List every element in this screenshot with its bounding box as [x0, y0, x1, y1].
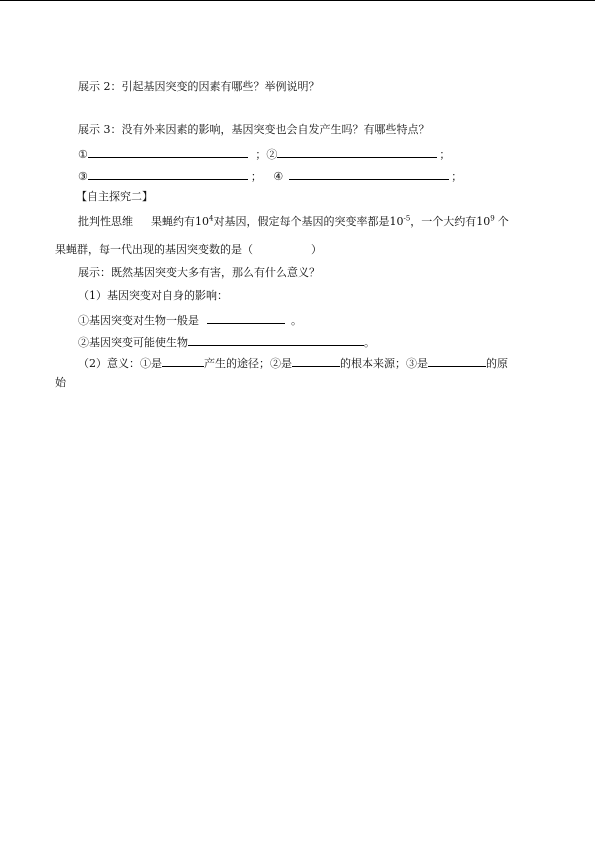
separator: ；	[255, 148, 267, 161]
answer-blank-effect-2[interactable]	[188, 334, 364, 346]
meaning-line: （2）意义：①是 产生的途径；②是 的根本来源；③是 的原	[78, 357, 508, 370]
separator: ；	[451, 170, 463, 183]
critical-line2-start: 果蝇群，每一代出现的基因突变数的是（	[55, 243, 253, 256]
marker-4: ④	[273, 170, 284, 183]
critical-label: 批判性思维	[78, 215, 133, 228]
question-show-2: 展示 2：引起基因突变的因素有哪些？举例说明？	[78, 80, 320, 93]
question-meaning: 展示：既然基因突变大多有害，那么有什么意义？	[78, 266, 320, 279]
effect-item-1: ①基因突变对生物一般是 。	[78, 314, 302, 327]
answer-blank-3[interactable]	[88, 168, 248, 180]
page-top-border	[0, 0, 595, 1]
marker-3: ③	[78, 170, 88, 183]
power-10-9: $10^9$	[476, 214, 495, 228]
answer-blank-meaning-2[interactable]	[292, 355, 340, 367]
critical-text-1: 果蝇约有	[151, 215, 195, 228]
features-row-2	[78, 168, 462, 184]
answer-blank-2[interactable]	[277, 146, 437, 158]
answer-blank-1[interactable]	[88, 146, 248, 158]
effect-item-2: ②基因突变可能使生物 。	[78, 336, 375, 349]
critical-line2-end: ）	[311, 243, 322, 256]
answer-blank-meaning-1[interactable]	[162, 355, 204, 367]
marker-2: ②	[266, 148, 278, 161]
power-10-4: $10^4$	[195, 214, 214, 228]
critical-text-3: ，一个大约有	[410, 215, 477, 228]
critical-text-2: 对基因，假定每个基因的突变率都是	[213, 215, 390, 228]
section-title: 【自主探究二】	[76, 190, 153, 203]
effect-title: （1）基因突变对自身的影响：	[78, 289, 228, 302]
critical-thinking-line-1	[78, 215, 509, 229]
answer-blank-4[interactable]	[289, 168, 449, 180]
power-10-neg5: $10^{-5}$	[389, 214, 411, 228]
separator: ；	[439, 148, 451, 161]
answer-blank-effect-1[interactable]	[207, 312, 285, 324]
answer-blank-meaning-3[interactable]	[428, 355, 486, 367]
separator: ；	[250, 170, 262, 183]
features-row-1	[78, 146, 450, 162]
marker-1: ①	[78, 148, 88, 161]
question-show-3: 展示 3：没有外来因素的影响，基因突变也会自发产生吗？有哪些特点？	[78, 123, 430, 136]
critical-thinking-line-2	[55, 243, 322, 257]
critical-text-4: 个	[497, 215, 509, 228]
meaning-continuation: 始	[55, 376, 66, 389]
